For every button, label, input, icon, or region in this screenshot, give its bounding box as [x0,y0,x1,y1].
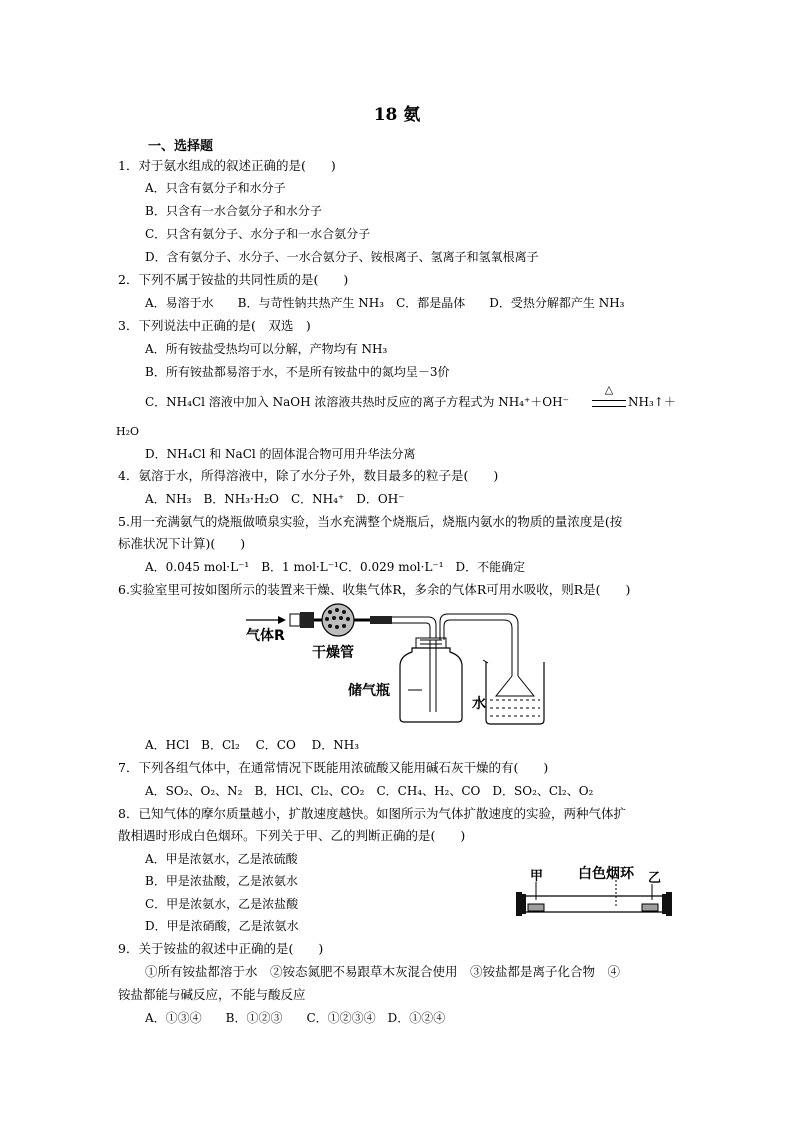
question-8-option-a: A．甲是浓氨水，乙是浓硫酸 [145,852,298,866]
question-3-option-a: A．所有铵盐受热均可以分解，产物均有 NH₃ [145,342,388,356]
question-3-option-c-product: NH₃↑＋ [628,395,676,409]
heat-symbol: △ [604,383,614,396]
question-6-options: A．HCl B．Cl₂ C．CO D．NH₃ [145,738,360,752]
section-heading: 一、选择题 [148,139,214,154]
question-1-option-c: C．只含有氨分子、水分子和一水合氨分子 [145,227,371,241]
question-9-stem: 9．关于铵盐的叙述中正确的是( ) [118,941,324,956]
question-9-statements-line-1: ①所有铵盐都溶于水 ②铵态氮肥不易跟草木灰混合使用 ③铵盐都是离子化合物 ④ [145,964,621,979]
question-2-options: A．易溶于水 B．与苛性钠共热产生 NH₃ C．都是晶体 D．受热分解都产生 NH₃ [145,296,625,310]
question-5-options: A．0.045 mol·L⁻¹ B．1 mol·L⁻¹C．0.029 mol·L⁻¹ D．不能确定 [145,560,526,574]
question-8-option-b: B．甲是浓盐酸，乙是浓氨水 [145,874,298,888]
question-8-option-c: C．甲是浓氨水，乙是浓盐酸 [145,897,299,911]
question-2-stem: 2．下列不属于铵盐的共同性质的是( ) [118,272,349,287]
question-3-option-b: B．所有铵盐都易溶于水，不是所有铵盐中的氮均呈－3价 [145,365,450,379]
label-white-smoke-ring: 白色烟环 [578,866,634,882]
question-4-stem: 4．氨溶于水，所得溶液中，除了水分子外，数目最多的粒子是( ) [118,468,499,483]
label-gas-bottle: 储气瓶 [348,683,390,699]
question-3-stem: 3．下列说法中正确的是( 双选 ) [118,318,311,333]
question-5-stem-line-1: 5.用一充满氨气的烧瓶做喷泉实验，当水充满整个烧瓶后，烧瓶内氨水的物质的量浓度是(按 [118,514,623,529]
question-8-stem-line-2: 散相遇时形成白色烟环。下列关于甲、乙的判断正确的是( ) [118,828,466,843]
label-jia: 甲 [530,869,544,884]
label-yi: 乙 [648,871,662,886]
question-9-statements-line-2: 铵盐都能与碱反应，不能与酸反应 [118,987,306,1002]
question-1-stem: 1．对于氨水组成的叙述正确的是( ) [118,158,336,173]
question-6-stem: 6.实验室里可按如图所示的装置来干燥、收集气体R，多余的气体R可用水吸收，则R是( ) [118,582,631,597]
label-drying-tube: 干燥管 [312,645,354,661]
question-4-options: A．NH₃ B．NH₃·H₂O C．NH₄⁺ D．OH⁻ [145,492,405,506]
question-1-option-d: D．含有氨分子、水分子、一水合氨分子、铵根离子、氢离子和氢氧根离子 [145,250,539,264]
gas-drying-apparatus-diagram [240,600,560,730]
page-title: 18 氨 [373,105,421,125]
question-8-option-d: D．甲是浓硝酸，乙是浓氨水 [145,919,299,933]
label-gas-r: 气体R [246,628,285,644]
label-water: 水 [472,696,486,712]
question-3-option-d: D．NH₄Cl 和 NaCl 的固体混合物可用升华法分离 [145,447,416,461]
equation-double-line [592,400,626,407]
question-1-option-b: B．只含有一水合氨分子和水分子 [145,204,322,218]
gas-diffusion-tube-diagram [512,860,672,918]
question-1-option-a: A．只含有氨分子和水分子 [145,181,286,195]
question-7-stem: 7．下列各组气体中，在通常情况下既能用浓硫酸又能用碱石灰干燥的有( ) [118,760,549,775]
question-8-stem-line-1: 8．已知气体的摩尔质量越小，扩散速度越快。如图所示为气体扩散速度的实验，两种气体扩 [118,806,626,821]
question-3-option-c: C．NH₄Cl 溶液中加入 NaOH 浓溶液共热时反应的离子方程式为 NH₄⁺＋OH⁻ [145,395,569,409]
question-3-option-c-tail: H₂O [116,425,140,438]
question-5-stem-line-2: 标准状况下计算)( ) [118,536,246,551]
question-7-options: A．SO₂、O₂、N₂ B．HCl、Cl₂、CO₂ C．CH₄、H₂、CO D．SO₂、Cl₂、O₂ [145,784,594,798]
question-9-options: A．①③④ B．①②③ C．①②③④ D．①②④ [145,1011,446,1025]
